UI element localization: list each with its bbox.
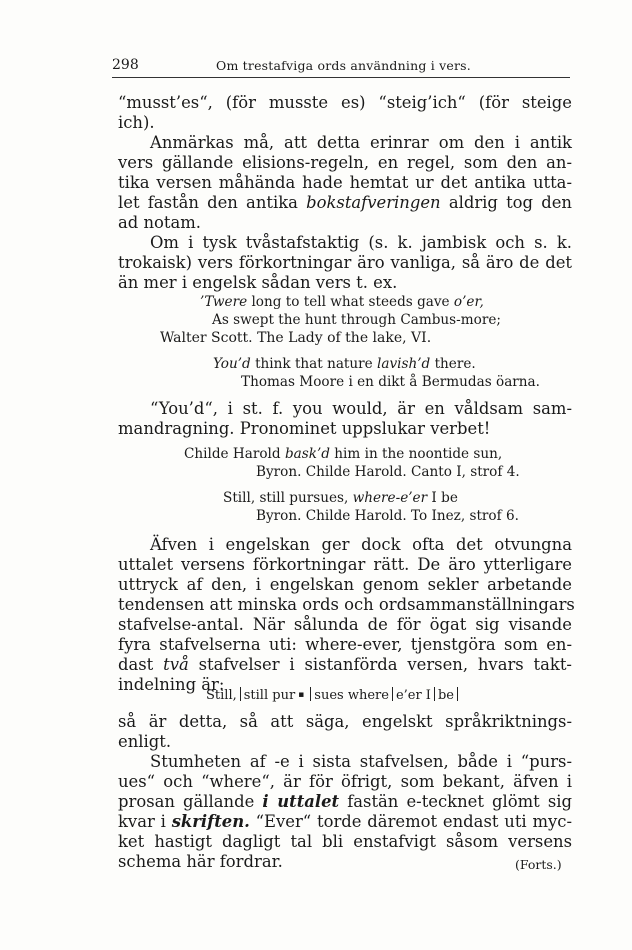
text-line: Stumheten af -e i sista stafvelsen, både i “purs- (150, 752, 572, 771)
text-line: ues“ och “where“, är för öfrigt, som bekant, äfven i (118, 772, 572, 791)
emphasis: två (163, 655, 189, 674)
running-header (112, 57, 570, 78)
running-title: Om trestafviga ords användning i vers. (216, 58, 471, 73)
text-line: tika versen måhända hade hemtat ur det antika utta- (118, 173, 572, 192)
text-line: indelning är: (118, 675, 225, 694)
text-line: enligt. (118, 732, 172, 751)
citation: Walter Scott. The Lady of the lake, VI. (160, 330, 432, 346)
verse-line: As swept the hunt through Cambus-more; (212, 312, 501, 328)
text-line: ich). (118, 113, 155, 132)
text-line: än mer i engelsk sådan vers t. ex. (118, 273, 398, 292)
emphasis: bokstafveringen (306, 193, 441, 212)
text-line: let fastån den antika bokstafveringen aldrig tog den (118, 193, 572, 212)
citation: Thomas Moore i en dikt å Bermudas öarna. (241, 374, 540, 390)
text-line: kvar i skriften. “Ever“ torde däremot endast uti myc- (118, 812, 573, 831)
continued-note: (Forts.) (515, 857, 562, 872)
text-line: Äfven i engelskan ger dock ofta det otvungna (150, 535, 572, 554)
emphasis: skriften. (171, 812, 250, 831)
text-line: dast två stafvelser i sistanförda versen, hvars takt- (118, 655, 572, 674)
page-number: 298 (112, 57, 139, 73)
verse-line: Childe Harold bask’d him in the noontide sun, (184, 446, 503, 462)
text-line: uttalet versens förkortningar rätt. De äro ytterligare (118, 555, 572, 574)
citation: Byron. Childe Harold. To Inez, strof 6. (256, 508, 519, 524)
verse-line: ’Twere long to tell what steeds gave o’er, (200, 294, 484, 310)
text-line: tendensen att minska ords och ordsammanställningars (118, 595, 575, 614)
text-line: Anmärkas må, att detta erinrar om den i antik (150, 133, 572, 152)
scansion-line: Still, still pur ▪ sues where e’er I be (206, 686, 461, 705)
text-line: uttryck af den, i engelskan genom sekler arbetande (118, 575, 572, 594)
text-line: Om i tysk tvåstafstaktig (s. k. jambisk och s. k. (150, 233, 572, 252)
text-line: så är detta, så att säga, engelskt språkriktnings- (118, 712, 572, 731)
text-line: prosan gällande i uttalet fastän e-tecknet glömt sig (118, 792, 572, 811)
text-line: mandragning. Pronominet uppslukar verbet! (118, 419, 491, 438)
text-line: vers gällande elisions-regeln, en regel, som den an- (118, 153, 572, 172)
emphasis: i uttalet (262, 792, 340, 811)
text-line: ad notam. (118, 213, 202, 232)
verse-line: You’d think that nature lavish’d there. (213, 356, 476, 372)
citation: Byron. Childe Harold. Canto I, strof 4. (256, 464, 520, 480)
verse-line: Still, still pursues, where-e’er I be (223, 490, 458, 506)
text-line: “You’d“, i st. f. you would, är en våldsam sam- (150, 399, 572, 418)
text-line: schema här fordrar. (118, 852, 283, 871)
text-line: fyra stafvelserna uti: where-ever, tjenstgöra som en- (118, 635, 572, 654)
text-line: “musst’es“, (för musste es) “steig’ich“ (för steige (118, 93, 572, 112)
text-line: stafvelse-antal. När sålunda de för ögat sig visande (118, 615, 572, 634)
text-line: ket hastigt dagligt tal bli enstafvigt såsom versens (118, 832, 572, 851)
text-line: trokaisk) vers förkortningar äro vanliga, så äro de det (118, 253, 572, 272)
